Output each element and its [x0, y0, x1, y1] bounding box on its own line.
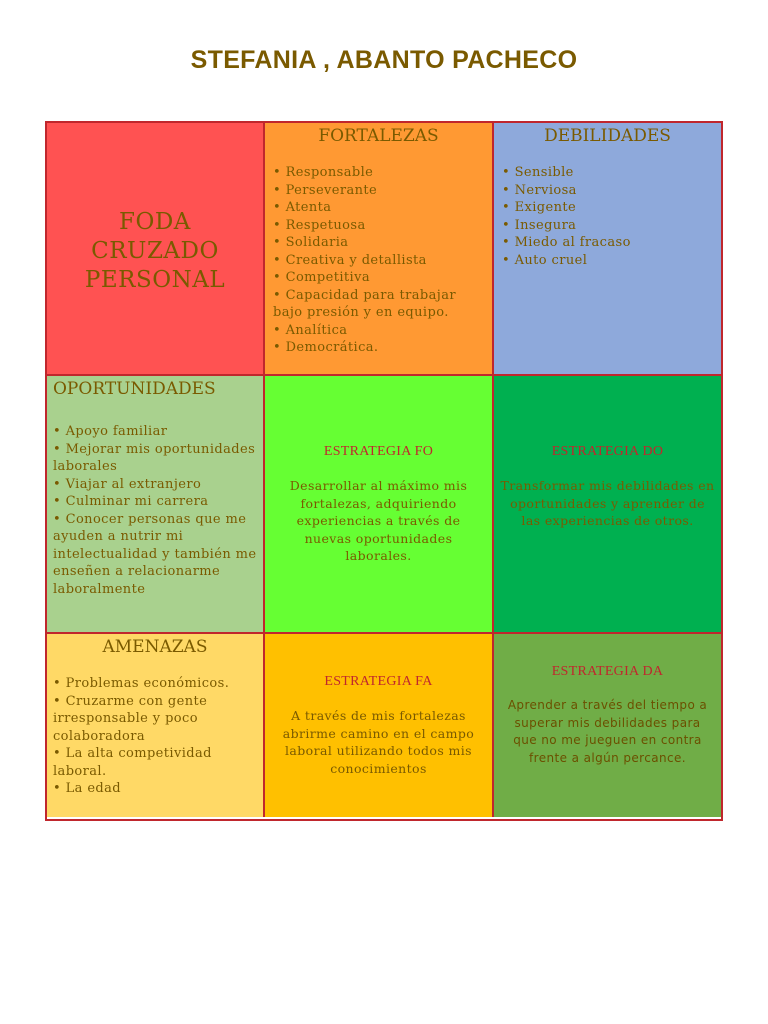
estrategia-da-title: ESTRATEGIA DA: [551, 664, 664, 679]
list-item: • Responsable: [273, 165, 374, 180]
amenazas-heading: AMENAZAS: [102, 637, 208, 657]
oportunidades-heading: OPORTUNIDADES: [53, 379, 216, 399]
list-item: • Insegura: [502, 217, 577, 233]
estrategia-fo-title: ESTRATEGIA FO: [323, 444, 434, 459]
list-item: • Cruzarme con gente irresponsable y poco colaboradora: [53, 693, 208, 744]
estrategia-da-cell: [494, 634, 721, 817]
list-item: • La edad: [53, 781, 122, 796]
foda-title-line: PERSONAL: [84, 267, 226, 293]
list-item: • Democrática.: [273, 340, 379, 355]
list-item: • Exigente: [502, 200, 577, 215]
list-item: • Viajar al extranjero: [53, 476, 202, 492]
list-item: • Creativa y detallista: [273, 252, 427, 268]
foda-matrix: [45, 121, 723, 821]
list-item: • Conocer personas que me ayuden a nutrir mi intelectualidad y también me enseñen a relacionarme laboralmente: [53, 511, 257, 597]
debilidades-list: [494, 164, 721, 269]
list-item: • Analítica: [273, 322, 348, 338]
estrategia-do-cell: [494, 376, 721, 634]
list-item: • La alta competividad laboral.: [53, 746, 212, 779]
amenazas-list: [47, 675, 263, 798]
estrategia-fa-body: A través de mis fortalezas abrirme camino en el campo laboral utilizando todos mis conocimientos: [282, 708, 475, 776]
estrategia-fo-body: Desarrollar al máximo mis fortalezas, adquiriendo experiencias a través de nuevas oportunidades laborales.: [289, 478, 468, 563]
foda-title: [85, 208, 225, 295]
foda-title-line: CRUZADO: [91, 238, 219, 264]
list-item: • Mejorar mis oportunidades laborales: [53, 441, 256, 474]
list-item: • Perseverante: [273, 182, 378, 198]
foda-title-line: FODA: [119, 209, 191, 235]
debilidades-cell: [494, 123, 721, 376]
estrategia-da-body: Aprender a través del tiempo a superar mis debilidades para que no me jueguen en contra frente a algún percance.: [507, 698, 708, 765]
foda-cell: [47, 123, 265, 376]
fortalezas-list: [265, 164, 492, 357]
fortalezas-cell: [265, 123, 494, 376]
list-item: • Problemas económicos.: [53, 676, 230, 691]
list-item: • Respetuosa: [273, 217, 366, 233]
list-item: • Apoyo familiar: [53, 424, 168, 439]
estrategia-fo-cell: [265, 376, 494, 634]
estrategia-do-title: ESTRATEGIA DO: [551, 444, 664, 459]
fortalezas-heading: FORTALEZAS: [318, 126, 439, 146]
list-item: • Auto cruel: [502, 252, 588, 268]
estrategia-fa-title: ESTRATEGIA FA: [324, 674, 433, 689]
page-title: STEFANIA , ABANTO PACHECO: [190, 46, 578, 74]
list-item: • Miedo al fracaso: [502, 235, 631, 250]
list-item: • Sensible: [502, 165, 574, 180]
amenazas-cell: [47, 634, 265, 817]
oportunidades-list: [47, 423, 263, 598]
estrategia-do-body: Transformar mis debilidades en oportunidades y aprender de las experiencias de otros.: [500, 478, 715, 528]
list-item: • Competitiva: [273, 270, 370, 285]
list-item: • Capacidad para trabajar bajo presión y en equipo.: [273, 287, 456, 320]
list-item: • Atenta: [273, 200, 332, 215]
debilidades-heading: DEBILIDADES: [544, 126, 671, 146]
list-item: • Solidaria: [273, 235, 349, 250]
estrategia-fa-cell: [265, 634, 494, 817]
list-item: • Nerviosa: [502, 182, 577, 198]
list-item: • Culminar mi carrera: [53, 494, 209, 509]
oportunidades-cell: [47, 376, 265, 634]
